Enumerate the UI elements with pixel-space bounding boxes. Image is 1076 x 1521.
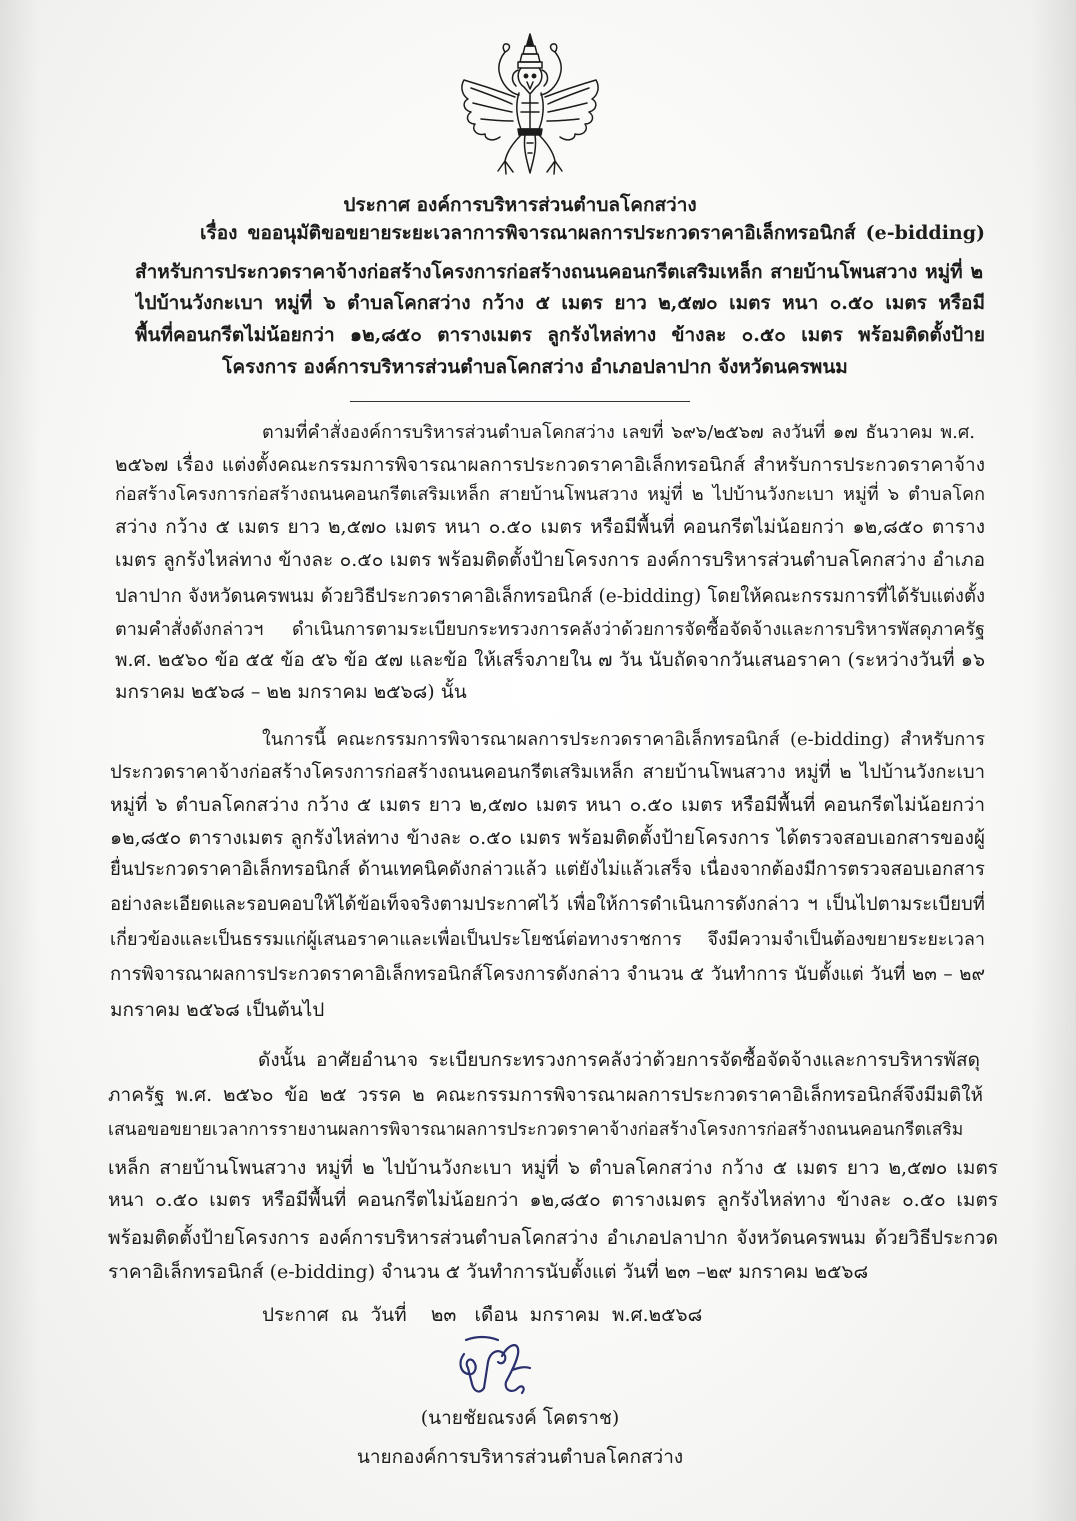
paragraph-line: ในการนี้ คณะกรรมการพิจารณาผลการประกวดราคาอิเล็กทรอนิกส์ (e-bidding) สำหรับการ (262, 729, 985, 750)
paragraph-line: เกี่ยวข้องและเป็นธรรมแก่ผู้เสนอราคาและเพื่อเป็นประโยชน์ต่อทางราชการ จึงมีความจำเป็นต้องขยายระยะเวลา (110, 929, 985, 950)
paragraph-line: พร้อมติดตั้งป้ายโครงการ องค์การบริหารส่วนตำบลโคกสว่าง อำเภอปลาปาก จังหวัดนครพนม ด้วยวิธีประกวด (108, 1227, 998, 1249)
paragraph-line: เมตร ลูกรังไหล่ทาง ข้างละ ๐.๕๐ เมตร พร้อมติดตั้งป้ายโครงการ องค์การบริหารส่วนตำบลโคกสว่าง อำเภอ (115, 549, 985, 571)
announcement-date: ประกาศ ณ วันที่ ๒๓ เดือน มกราคม พ.ศ.๒๕๖๘ (262, 1304, 703, 1326)
subject-continuation-line: สำหรับการประกวดราคาจ้างก่อสร้างโครงการก่อสร้างถนนคอนกรีตเสริมเหล็ก สายบ้านโพนสวาง หมู่ที่ ๒ (135, 261, 983, 283)
paragraph-line: ดังนั้น อาศัยอำนาจ ระเบียบกระทรวงการคลังว่าด้วยการจัดซื้อจัดจ้างและการบริหารพัสดุ (258, 1049, 980, 1071)
subject-label: เรื่อง (200, 222, 238, 244)
subject-line (200, 218, 985, 248)
paragraph-line: ๑๒,๘๕๐ ตารางเมตร ลูกรังไหล่ทาง ข้างละ ๐.๕๐ เมตร พร้อมติดตั้งป้ายโครงการ ได้ตรวจสอบเอกสารของผู้ (110, 827, 985, 849)
paragraph-line: ประกวดราคาจ้างก่อสร้างโครงการก่อสร้างถนนคอนกรีตเสริมเหล็ก สายบ้านโพนสวาง หมู่ที่ ๒ ไปบ้านวังกะเบา (110, 762, 985, 783)
paragraph-line: ยื่นประกวดราคาอิเล็กทรอนิกส์ ด้านเทคนิคดังกล่าวแล้ว แต่ยังไม่แล้วเสร็จ เนื่องจากต้องมีการตรวจสอบเอกสาร (110, 859, 985, 880)
paragraph-line: หมู่ที่ ๖ ตำบลโคกสว่าง กว้าง ๕ เมตร ยาว ๒,๕๗๐ เมตร หนา ๐.๕๐ เมตร หรือมีพื้นที่ คอนกรีตไม่น้อยกว่า (110, 794, 985, 816)
paragraph-line: มกราคม ๒๕๖๘ เป็นต้นไป (110, 999, 325, 1021)
paragraph-line: การพิจารณาผลการประกวดราคาอิเล็กทรอนิกส์โครงการดังกล่าว จำนวน ๕ วันทำการ นับตั้งแต่ วันที่ ๒๓ – ๒๙ (110, 964, 985, 985)
paragraph-line: มกราคม ๒๕๖๘ – ๒๒ มกราคม ๒๕๖๘) นั้น (115, 681, 467, 703)
subject-continuation-line: พื้นที่คอนกรีตไม่น้อยกว่า ๑๒,๘๕๐ ตารางเมตร ลูกรังไหล่ทาง ข้างละ ๐.๕๐ เมตร พร้อมติดตั้งป้าย (135, 324, 985, 346)
paragraph-line: ก่อสร้างโครงการก่อสร้างถนนคอนกรีตเสริมเหล็ก สายบ้านโพนสวาง หมู่ที่ ๒ ไปบ้านวังกะเบา หมู่ที่ ๖ ตำบลโคก (115, 484, 985, 505)
paragraph-line: เสนอขอขยายเวลาการรายงานผลการพิจารณาผลการประกวดราคาจ้างก่อสร้างโครงการก่อสร้างถนนคอนกรีตเสริม (108, 1120, 964, 1140)
header-divider (350, 401, 690, 402)
paragraph-line: ตามคำสั่งดังกล่าวฯ ดำเนินการตามระเบียบกระทรวงการคลังว่าด้วยการจัดซื้อจัดจ้างและการบริหารพัสดุภาครัฐ (115, 619, 985, 640)
paragraph-line: หนา ๐.๕๐ เมตร หรือมีพื้นที่ คอนกรีตไม่น้อยกว่า ๑๒,๘๕๐ ตารางเมตร ลูกรังไหล่ทาง ข้างละ ๐.๕๐ เมตร (108, 1189, 998, 1211)
paragraph-line: อย่างละเอียดและรอบคอบให้ได้ข้อเท็จจริงตามประกาศไว้ เพื่อให้การดำเนินการดังกล่าว ฯ เป็นไปตามระเบียบที่ (110, 894, 985, 915)
subject-continuation-line: โครงการ องค์การบริหารส่วนตำบลโคกสว่าง อำเภอปลาปาก จังหวัดนครพนม (222, 356, 848, 378)
paragraph-line: ๒๕๖๗ เรื่อง แต่งตั้งคณะกรรมการพิจารณาผลการประกวดราคาอิเล็กทรอนิกส์ สำหรับการประกวดราคาจ้าง (115, 454, 985, 476)
signatory-name: (นายชัยณรงค์ โคตราช) (420, 1407, 620, 1429)
subject-continuation-line: ไปบ้านวังกะเบา หมู่ที่ ๖ ตำบลโคกสว่าง กว้าง ๕ เมตร ยาว ๒,๕๗๐ เมตร หนา ๐.๕๐ เมตร หรือมี (135, 292, 985, 314)
subject-text: ขออนุมัติขอขยายระยะเวลาการพิจารณาผลการประกวดราคาอิเล็กทรอนิกส์ (e-bidding) (247, 222, 985, 244)
announcement-title: ประกาศ องค์การบริหารส่วนตำบลโคกสว่าง (343, 194, 697, 216)
handwritten-signature-icon (452, 1330, 542, 1402)
paragraph-line: ตามที่คำสั่งองค์การบริหารส่วนตำบลโคกสว่าง เลขที่ ๖๙๖/๒๕๖๗ ลงวันที่ ๑๗ ธันวาคม พ.ศ. (262, 422, 975, 443)
paragraph-line: เหล็ก สายบ้านโพนสวาง หมู่ที่ ๒ ไปบ้านวังกะเบา หมู่ที่ ๖ ตำบลโคกสว่าง กว้าง ๕ เมตร ยาว ๒,๕๗๐ เมตร (108, 1157, 998, 1179)
signatory-position: นายกองค์การบริหารส่วนตำบลโคกสว่าง (356, 1446, 684, 1468)
garuda-emblem-icon (455, 33, 605, 178)
paragraph-line: พ.ศ. ๒๕๖๐ ข้อ ๕๕ ข้อ ๕๖ ข้อ ๕๗ และข้อ ให้เสร็จภายใน ๗ วัน นับถัดจากวันเสนอราคา (ระหว่างวันที่ ๑๖ (115, 649, 985, 671)
paragraph-line: ภาครัฐ พ.ศ. ๒๕๖๐ ข้อ ๒๕ วรรค ๒ คณะกรรมการพิจารณาผลการประกวดราคาอิเล็กทรอนิกส์จึงมีมติให้ (108, 1084, 983, 1106)
paragraph-line: สว่าง กว้าง ๕ เมตร ยาว ๒,๕๗๐ เมตร หนา ๐.๕๐ เมตร หรือมีพื้นที่ คอนกรีตไม่น้อยกว่า ๑๒,๘๕๐ ตาราง (115, 516, 985, 538)
paragraph-line: ราคาอิเล็กทรอนิกส์ (e-bidding) จำนวน ๕ วันทำการนับตั้งแต่ วันที่ ๒๓ –๒๙ มกราคม ๒๕๖๘ (108, 1261, 869, 1283)
paragraph-line: ปลาปาก จังหวัดนครพนม ด้วยวิธีประกวดราคาอิเล็กทรอนิกส์ (e-bidding) โดยให้คณะกรรมการที่ได้รับแต่งตั้ง (115, 586, 985, 607)
